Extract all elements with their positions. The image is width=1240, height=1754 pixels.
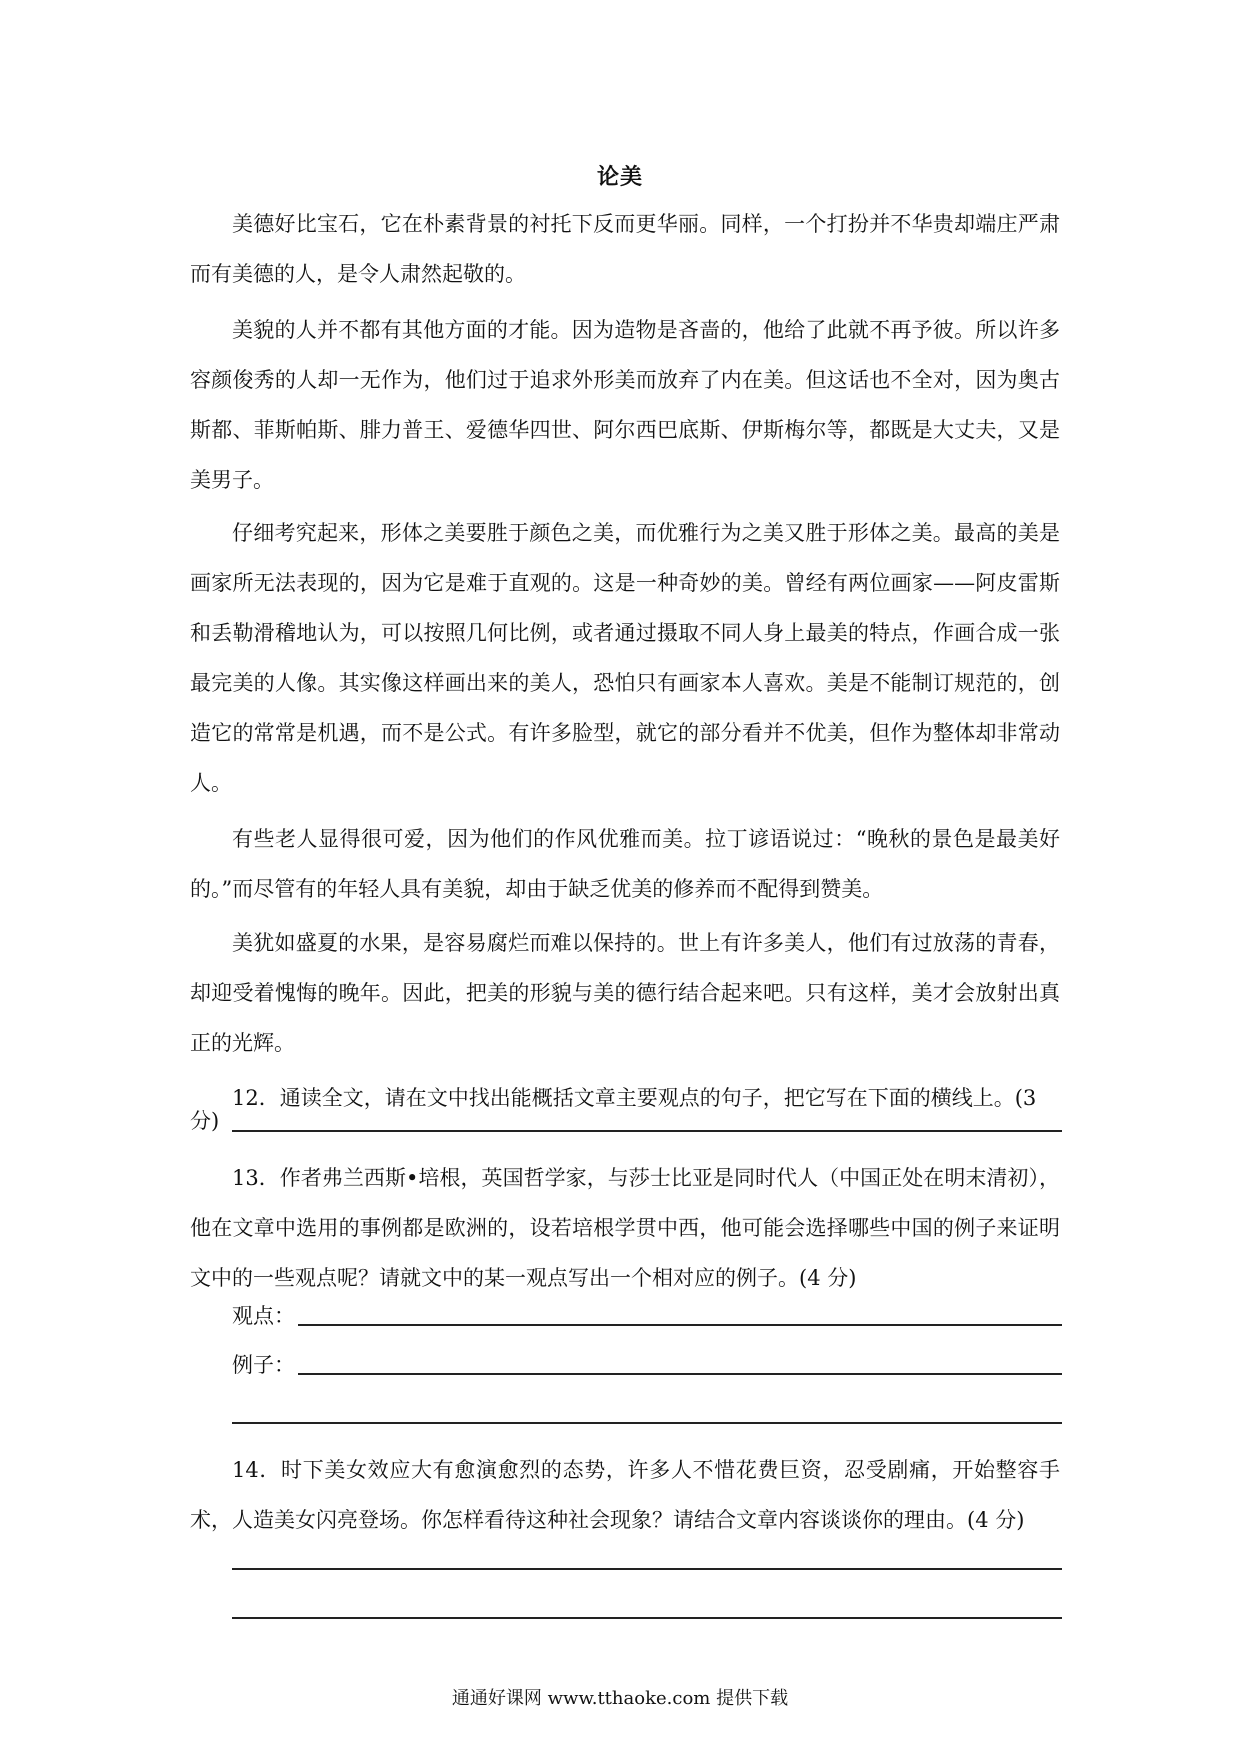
article-title: 论美	[596, 164, 643, 190]
answer-line-q14-2[interactable]	[232, 1617, 1062, 1619]
paragraph-5: 美犹如盛夏的水果，是容易腐烂而难以保持的。世上有许多美人，他们有过放荡的青春，却迎受着愧悔的晚年。因此，把美的形貌与美的德行结合起来吧。只有这样，美才会放射出真正的光辉。	[190, 931, 1060, 1055]
answer-line-viewpoint[interactable]	[298, 1324, 1062, 1326]
question-12-tail: 分)	[190, 1109, 220, 1133]
paragraph-1: 美德好比宝石，它在朴素背景的衬托下反而更华丽。同样，一个打扮并不华贵却端庄严肃而有美德的人，是令人肃然起敬的。	[190, 212, 1060, 286]
paragraph-4: 有些老人显得很可爱，因为他们的作风优雅而美。拉丁谚语说过：“晚秋的景色是最美好的。”而尽管有的年轻人具有美貌，却由于缺乏优美的修养而不配得到赞美。	[190, 827, 1060, 901]
question-14-text: 14．时下美女效应大有愈演愈烈的态势，许多人不惜花费巨资，忍受剧痛，开始整容手术，人造美女闪亮登场。你怎样看待这种社会现象？请结合文章内容谈谈你的理由。(4 分)	[190, 1458, 1060, 1532]
answer-line-example-1[interactable]	[298, 1373, 1062, 1375]
paragraph-2: 美貌的人并不都有其他方面的才能。因为造物是吝啬的，他给了此就不再予彼。所以许多容颜俊秀的人却一无作为，他们过于追求外形美而放弃了内在美。但这话也不全对，因为奥古斯都、菲斯帕斯、腓力普王、爱德华四世、阿尔西巴底斯、伊斯梅尔等，都既是大丈夫，又是美男子。	[190, 318, 1060, 492]
question-13-text: 13．作者弗兰西斯•培根，英国哲学家，与莎士比亚是同时代人（中国正处在明末清初），他在文章中选用的事例都是欧洲的，设若培根学贯中西，他可能会选择哪些中国的例子来证明文中的一些观点呢？请就文中的某一观点写出一个相对应的例子。(4 分)	[190, 1166, 1060, 1290]
answer-line-q12[interactable]	[232, 1130, 1062, 1132]
viewpoint-label: 观点：	[232, 1304, 295, 1328]
answer-line-q14-1[interactable]	[232, 1568, 1062, 1570]
answer-line-example-2[interactable]	[232, 1422, 1062, 1424]
question-12-text: 12．通读全文，请在文中找出能概括文章主要观点的句子，把它写在下面的横线上。(3	[232, 1086, 1037, 1110]
example-label: 例子：	[232, 1353, 295, 1377]
page-footer: 通通好课网 www.tthaoke.com 提供下载	[451, 1688, 789, 1709]
paragraph-3: 仔细考究起来，形体之美要胜于颜色之美，而优雅行为之美又胜于形体之美。最高的美是画家所无法表现的，因为它是难于直观的。这是一种奇妙的美。曾经有两位画家——阿皮雷斯和丢勒滑稽地认为，可以按照几何比例，或者通过摄取不同人身上最美的特点，作画合成一张最完美的人像。其实像这样画出来的美人，恐怕只有画家本人喜欢。美是不能制订规范的，创造它的常常是机遇，而不是公式。有许多脸型，就它的部分看并不优美，但作为整体却非常动人。	[190, 521, 1060, 795]
